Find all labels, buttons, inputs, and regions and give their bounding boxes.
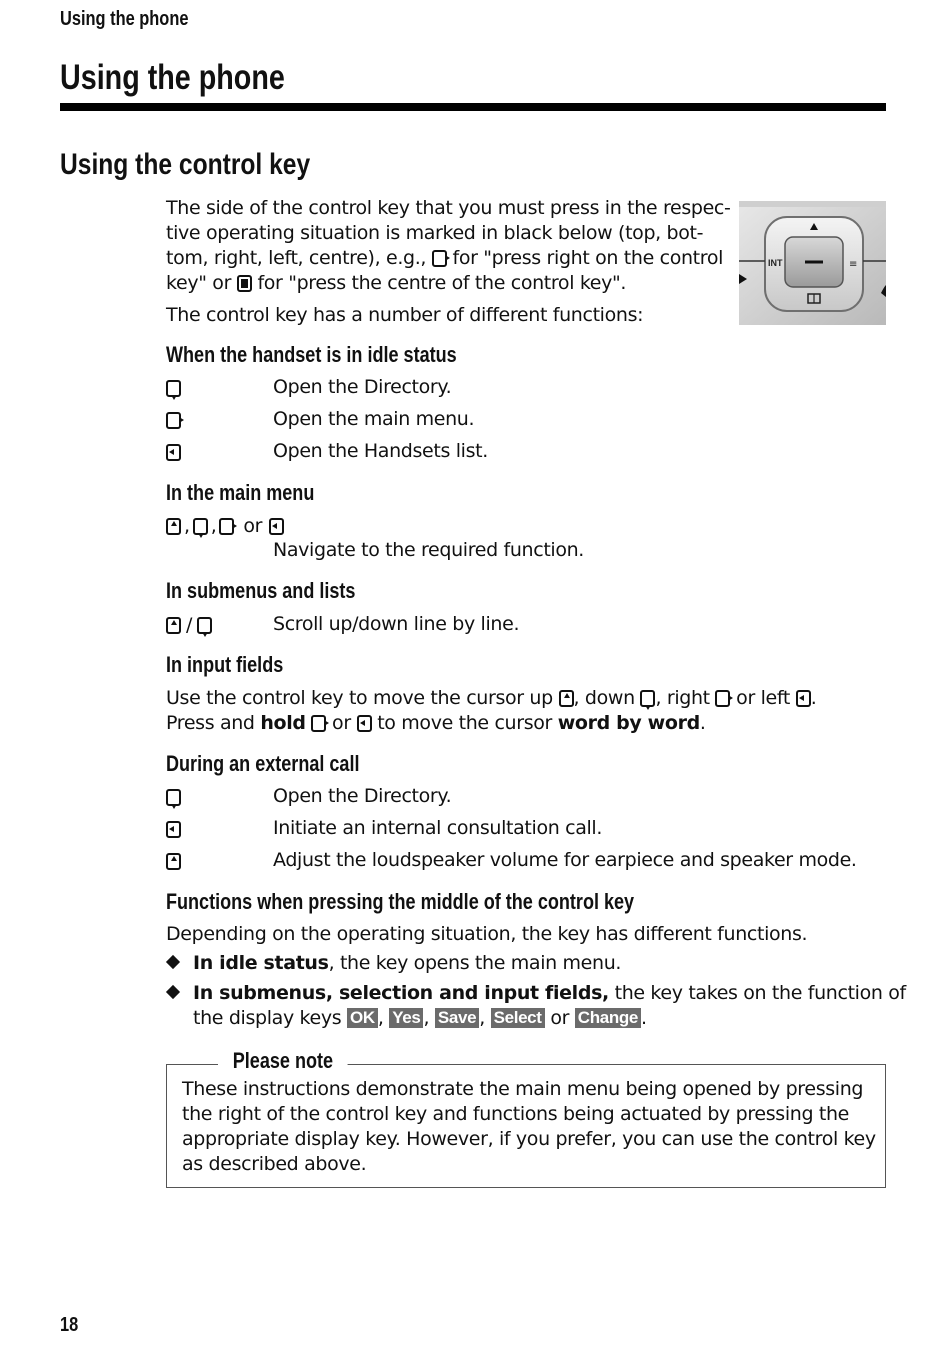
menu-label: ≡ [849, 259, 858, 270]
item-description: Navigate to the required function. [273, 539, 584, 561]
text-run-bold: word by word [557, 712, 700, 734]
text-run: , down [573, 687, 635, 709]
list-item [166, 407, 886, 433]
control-key-left-icon [269, 518, 284, 535]
list-item [166, 538, 886, 564]
text-run: or left [736, 687, 790, 709]
control-key-right-icon [311, 715, 326, 732]
text-run: or [332, 712, 351, 734]
intro-line: tom, right, left, centre), e.g., [166, 247, 427, 269]
control-key-centre-icon [237, 275, 252, 292]
note-line: as described above. [182, 1153, 367, 1175]
item-description: Open the Handsets list. [273, 440, 488, 462]
text-run-bold: hold [260, 712, 306, 734]
note-line: the right of the control key and functions being actuated by pressing the [182, 1103, 849, 1125]
display-key-select: Select [491, 1008, 545, 1028]
list-item [166, 439, 886, 465]
control-key-illustration [739, 201, 886, 325]
idle-heading: When the handset is in idle status [166, 342, 457, 367]
or-text: or [243, 514, 263, 537]
control-key-left-icon [796, 690, 811, 707]
control-key-down-icon [166, 789, 181, 806]
separator: , [377, 1007, 384, 1029]
input-fields-heading: In input fields [166, 652, 284, 677]
control-key-right-icon [219, 518, 234, 535]
note-text [182, 1077, 882, 1177]
bullet-diamond-icon [166, 985, 180, 999]
list-item [166, 848, 886, 874]
intro-line: The side of the control key that you must press in the respec- [166, 197, 731, 219]
control-key-left-icon [166, 444, 181, 461]
text-run: . [810, 687, 817, 709]
or-text: or [550, 1007, 570, 1029]
control-key-left-icon [357, 715, 372, 732]
item-description: Open the main menu. [273, 408, 475, 430]
text-run: , the key opens the main menu. [328, 952, 622, 974]
item-description: Adjust the loudspeaker volume for earpiece and speaker mode. [273, 849, 857, 871]
middle-key-description [166, 922, 886, 947]
control-key-down-icon [166, 380, 181, 397]
separator: . [641, 1007, 647, 1029]
int-label: INT [768, 258, 783, 268]
input-fields-paragraph [166, 686, 886, 736]
main-menu-heading: In the main menu [166, 480, 315, 505]
title-rule [60, 103, 886, 111]
separator: , [423, 1007, 430, 1029]
list-item [166, 784, 886, 810]
text-run: Use the control key to move the cursor up [166, 687, 553, 709]
running-head: Using the phone [60, 8, 189, 30]
middle-key-heading: Functions when pressing the middle of the control key [166, 889, 635, 914]
item-description: Initiate an internal consultation call. [273, 817, 603, 839]
display-key-change: Change [575, 1008, 641, 1028]
control-key-up-icon [166, 617, 181, 634]
text-run-bold: In submenus, selection and input fields, [193, 982, 609, 1004]
control-key-down-icon [640, 690, 655, 707]
list-item [166, 816, 886, 842]
control-key-down-icon [197, 617, 212, 634]
text-run: the key takes on the function of [614, 982, 906, 1004]
intro-line: The control key has a number of different functions: [166, 304, 644, 326]
control-key-left-icon [166, 821, 181, 838]
control-key-up-icon [166, 518, 181, 535]
text-run: the display keys [193, 1007, 342, 1029]
page-number: 18 [60, 1314, 79, 1336]
display-key-yes: Yes [389, 1008, 423, 1028]
separator: , [210, 514, 217, 537]
note-line: These instructions demonstrate the main menu being opened by pressing [182, 1078, 864, 1100]
bullet-diamond-icon [166, 955, 180, 969]
text-run-bold: In idle status [193, 952, 329, 974]
list-item [166, 612, 886, 638]
text-run: Depending on the operating situation, the key has different functions. [166, 923, 808, 945]
external-call-heading: During an external call [166, 751, 360, 776]
separator: , [479, 1007, 485, 1029]
control-key-right-icon [715, 690, 730, 707]
intro-paragraph [166, 196, 731, 335]
intro-line: key" or [166, 272, 232, 294]
intro-line: for "press the centre of the control key". [257, 272, 627, 294]
submenus-heading: In submenus and lists [166, 578, 356, 603]
text-run: to move the cursor [377, 712, 552, 734]
list-item [166, 375, 886, 401]
note-line: appropriate display key. However, if you prefer, you can use the control key [182, 1128, 876, 1150]
text-run: Press and [166, 712, 255, 734]
text-run: , right [655, 687, 710, 709]
note-title: Please note [218, 1048, 348, 1074]
display-key-ok: OK [347, 1008, 378, 1028]
display-key-save: Save [435, 1008, 479, 1028]
control-key-down-icon [193, 518, 208, 535]
section-title: Using the control key [60, 148, 311, 181]
intro-line: tive operating situation is marked in black below (top, bot- [166, 222, 704, 244]
item-description: Open the Directory. [273, 785, 452, 807]
control-key-right-icon [166, 412, 181, 429]
separator: , [184, 514, 190, 537]
intro-line: for "press right on the control [452, 247, 724, 269]
control-key-right-icon [432, 250, 447, 267]
page-title: Using the phone [60, 58, 285, 97]
text-run: . [699, 712, 706, 734]
control-key-up-icon [166, 853, 181, 870]
list-item [166, 513, 886, 539]
item-description: Open the Directory. [273, 376, 452, 398]
item-description: Scroll up/down line by line. [273, 613, 520, 635]
control-key-up-icon [559, 690, 574, 707]
separator: / [186, 613, 193, 636]
